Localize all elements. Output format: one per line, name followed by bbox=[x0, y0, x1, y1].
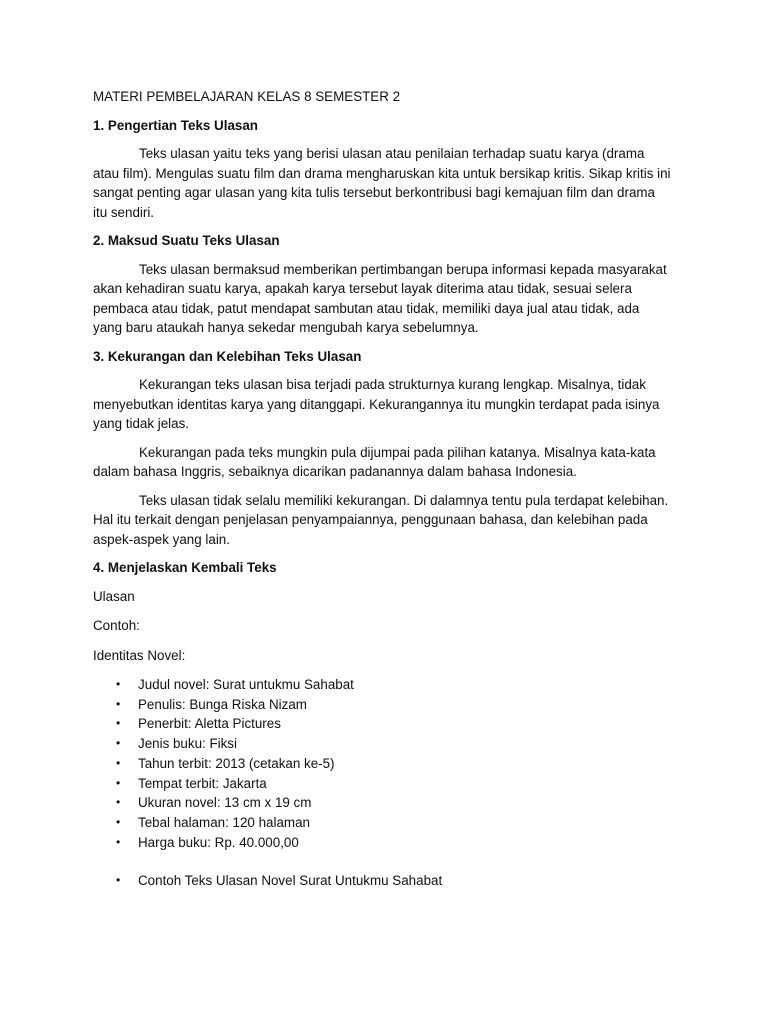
list-item bbox=[93, 734, 672, 754]
list-item bbox=[93, 695, 672, 715]
list-item bbox=[93, 714, 672, 734]
list-item bbox=[93, 813, 672, 833]
list-item bbox=[93, 774, 672, 794]
section-heading-pengertian: 1. Pengertian Teks Ulasan bbox=[93, 117, 258, 133]
list-item-text: Tebal halaman: 120 halaman bbox=[138, 814, 310, 830]
list-item bbox=[93, 754, 672, 774]
list-item-text: Contoh Teks Ulasan Novel Surat Untukmu Sahabat bbox=[138, 873, 443, 889]
list-item bbox=[93, 871, 672, 891]
list-item bbox=[93, 833, 672, 853]
identitas-list bbox=[93, 675, 672, 852]
paragraph-kekurangan-1: Kekurangan teks ulasan bisa terjadi pada strukturnya kurang lengkap. Misalnya, tidak menyebutkan identitas karya yang ditanggapi. Kekurangannya itu mungkin terdapat pada isinya yang tidak jelas. bbox=[93, 377, 660, 431]
list-item-text: Harga buku: Rp. 40.000,00 bbox=[138, 834, 299, 850]
list-item-text: Tahun terbit: 2013 (cetakan ke-5) bbox=[138, 755, 335, 771]
paragraph-pengertian: Teks ulasan yaitu teks yang berisi ulasan atau penilaian terhadap suatu karya (drama atau film). Mengulas suatu film dan drama mengharuskan kita untuk bersikap kritis. Sikap kritis ini sangat penting agar ulasan yang kita tulis tersebut berkontribusi bagi kemajuan film dan drama itu sendiri. bbox=[93, 146, 671, 220]
bullet-icon: • bbox=[116, 873, 121, 888]
bullet-icon: • bbox=[116, 696, 121, 711]
bullet-icon: • bbox=[116, 795, 121, 810]
list-item-text: Ukuran novel: 13 cm x 19 cm bbox=[138, 795, 312, 811]
list-item-text: Penerbit: Aletta Pictures bbox=[138, 716, 281, 732]
bullet-icon: • bbox=[116, 814, 121, 829]
list-item-text: Tempat terbit: Jakarta bbox=[138, 775, 267, 791]
bullet-icon: • bbox=[116, 716, 121, 731]
bullet-icon: • bbox=[116, 834, 121, 849]
paragraph-kekurangan-2: Kekurangan pada teks mungkin pula dijumpai pada pilihan katanya. Misalnya kata-kata dalam bahasa Inggris, sebaiknya dicarikan padanannya dalam bahasa Indonesia. bbox=[93, 444, 656, 479]
bullet-icon: • bbox=[116, 736, 121, 751]
bullet-icon: • bbox=[116, 775, 121, 790]
list-item bbox=[93, 793, 672, 813]
bullet-icon: • bbox=[116, 677, 121, 691]
list-spacer bbox=[93, 852, 672, 871]
list-item-text: Jenis buku: Fiksi bbox=[138, 736, 237, 752]
document-title: MATERI PEMBELAJARAN KELAS 8 SEMESTER 2 bbox=[93, 89, 401, 104]
ulasan-label: Ulasan bbox=[93, 588, 135, 604]
paragraph-kelebihan: Teks ulasan tidak selalu memiliki kekurangan. Di dalamnya tentu pula terdapat kelebihan. Hal itu terkait dengan penjelasan penyampaiannya, penggunaan bahasa, dan kelebihan pada aspek-aspek yang lain. bbox=[93, 492, 669, 547]
paragraph-maksud: Teks ulasan bermaksud memberikan pertimbangan berupa informasi kepada masyarakat akan kehadiran suatu karya, apakah karya tersebut layak diterima atau tidak, sesuai selera pembaca atau tidak, patut mendapat sambutan atau tidak, memiliki daya jual atau tidak, ada yang baru ataukah hanya sekedar mengubah karya sebelumnya. bbox=[93, 261, 667, 335]
section-heading-menjelaskan: 4. Menjelaskan Kembali Teks bbox=[93, 560, 277, 575]
contoh-label: Contoh: bbox=[93, 618, 140, 633]
identitas-label: Identitas Novel: bbox=[93, 647, 186, 663]
list-item-text: Penulis: Bunga Riska Nizam bbox=[138, 696, 307, 712]
contoh-list bbox=[93, 871, 672, 891]
bullet-icon: • bbox=[116, 755, 121, 770]
list-item-text: Judul novel: Surat untukmu Sahabat bbox=[138, 677, 354, 692]
section-heading-kekurangan-kelebihan: 3. Kekurangan dan Kelebihan Teks Ulasan bbox=[93, 348, 362, 364]
list-item bbox=[93, 675, 672, 695]
section-heading-maksud: 2. Maksud Suatu Teks Ulasan bbox=[93, 233, 280, 248]
